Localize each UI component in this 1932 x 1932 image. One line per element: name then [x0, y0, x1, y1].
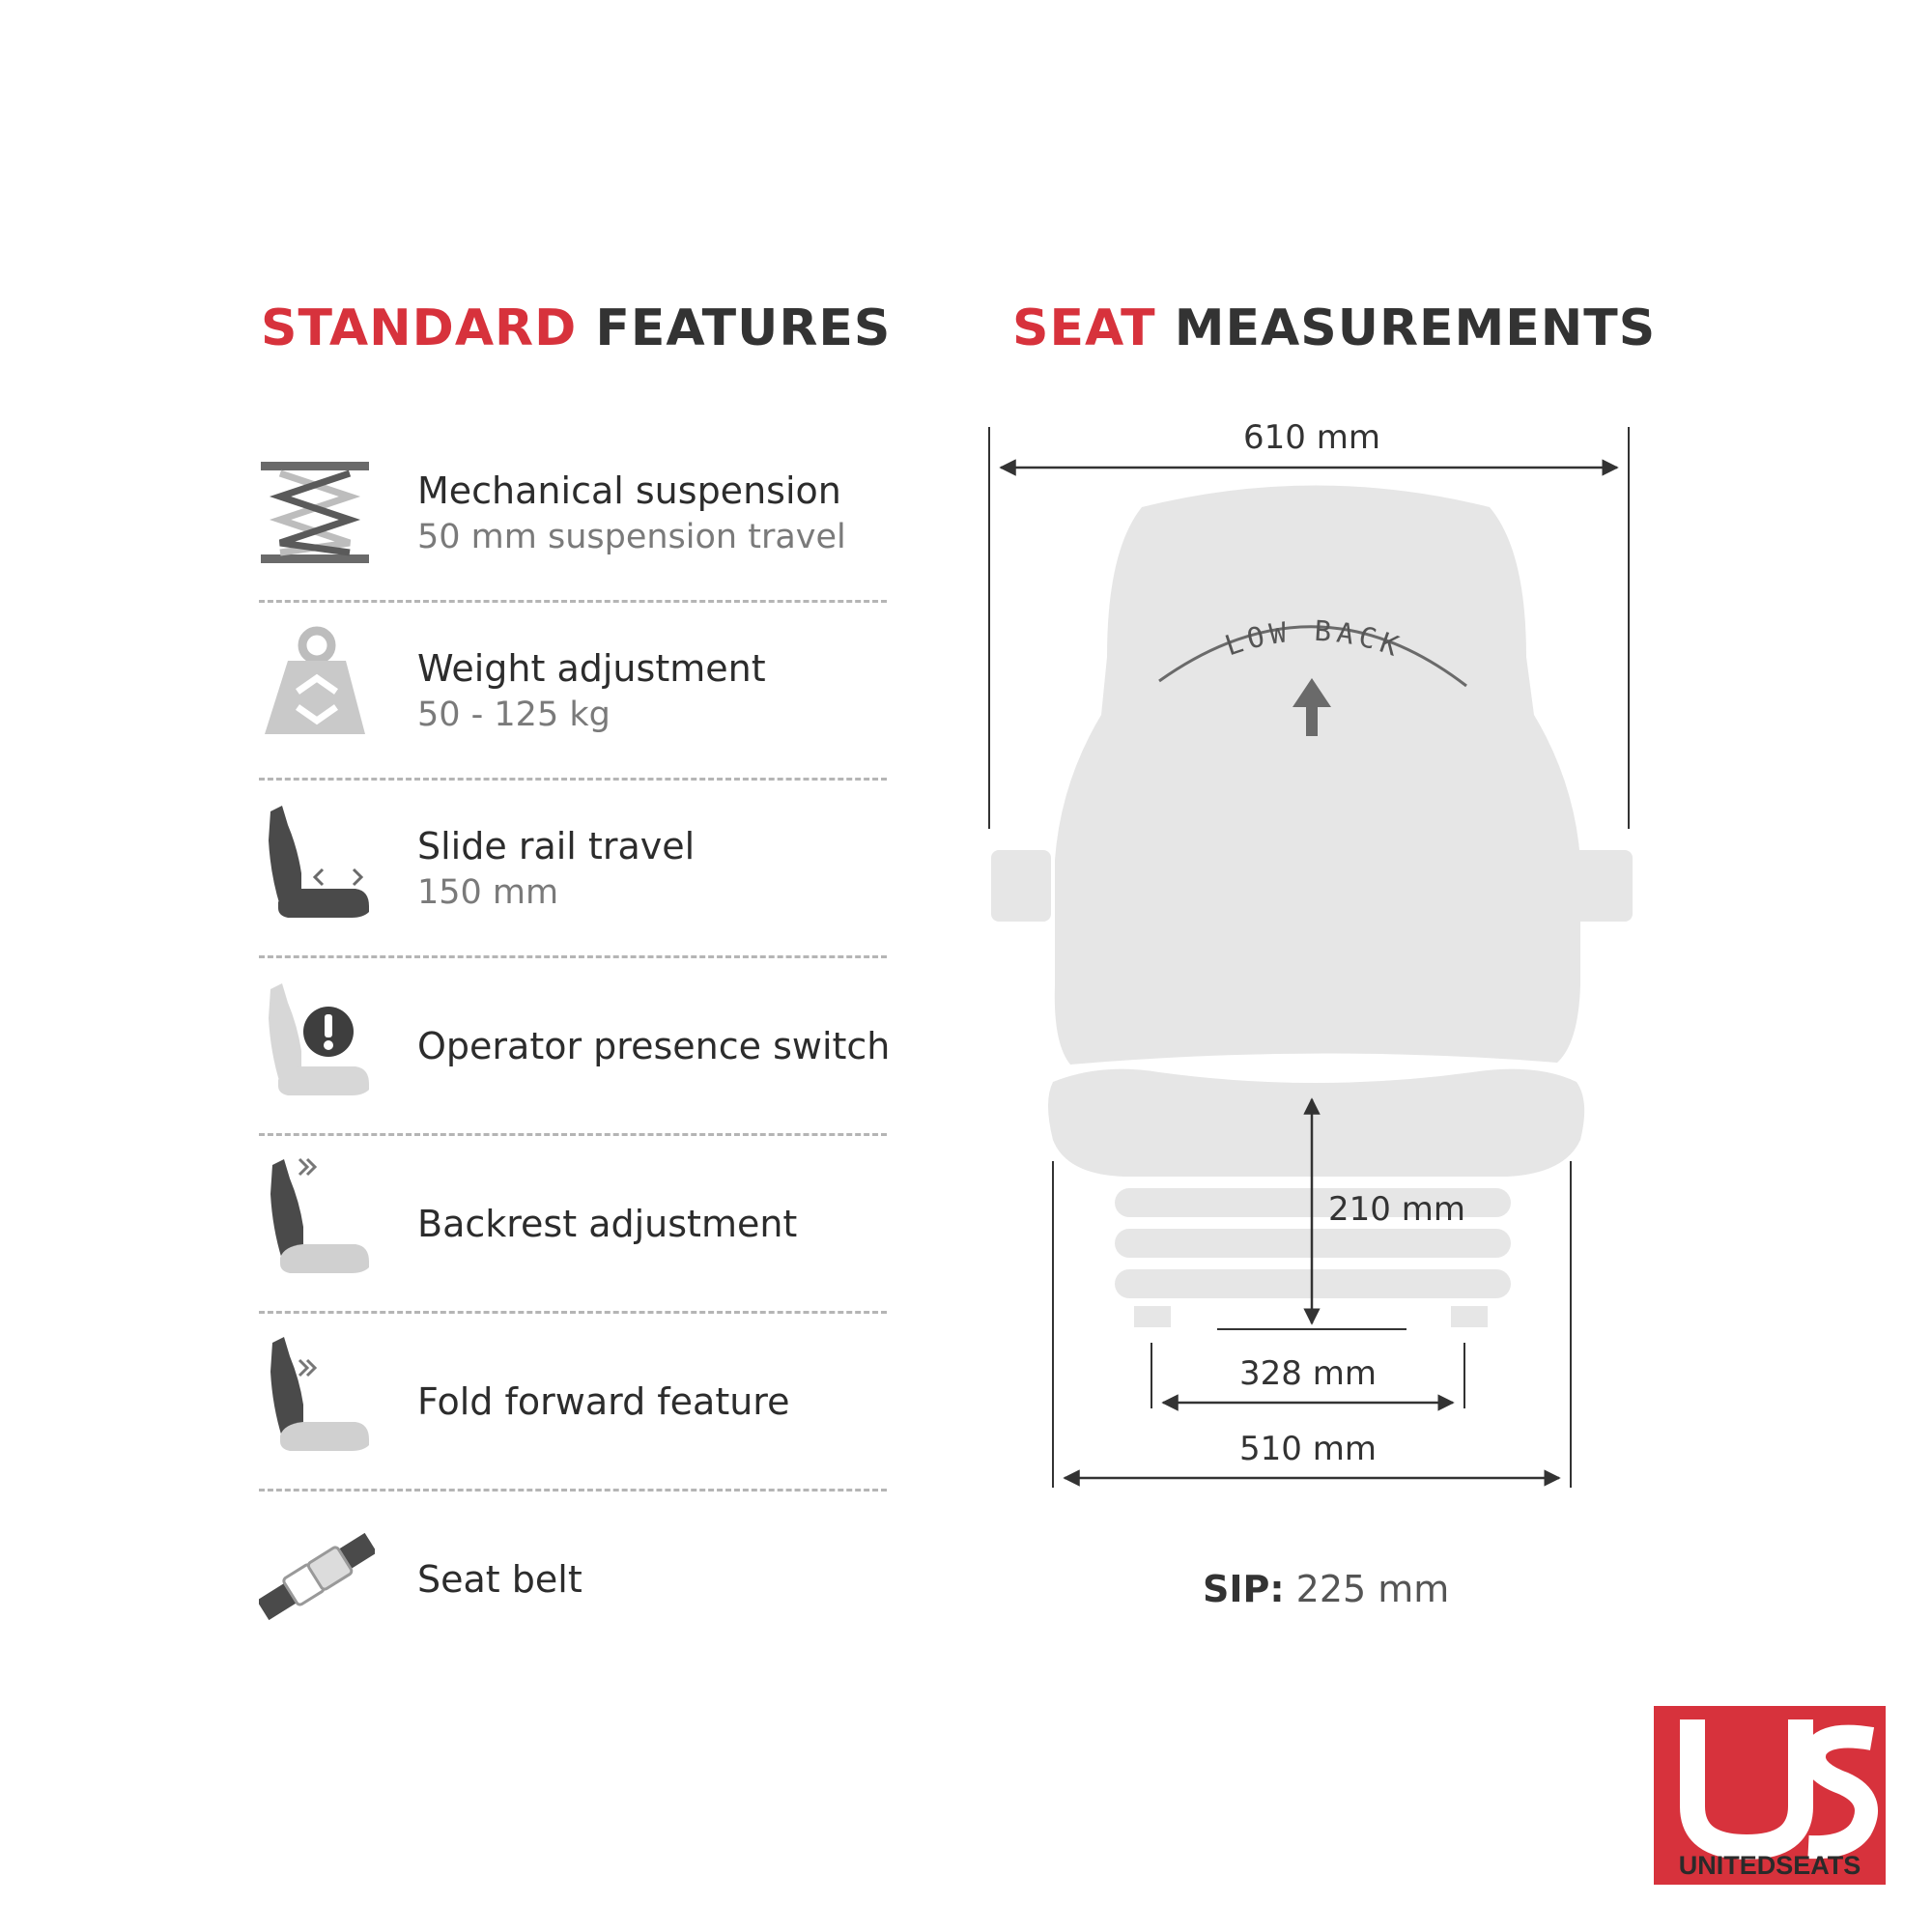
- feature-subtitle: 50 mm suspension travel: [417, 518, 846, 557]
- unitedseats-logo: [1654, 1706, 1886, 1885]
- feature-title: Weight adjustment: [417, 646, 766, 690]
- seat-diagram: [966, 406, 1662, 1594]
- feature-subtitle: 150 mm: [417, 873, 559, 913]
- heading-rest: MEASUREMENTS: [1174, 299, 1657, 357]
- sip-value: 225 mm: [1295, 1568, 1450, 1610]
- seat-belt-icon: [259, 1509, 375, 1634]
- weight-icon: [259, 620, 375, 746]
- left-bolster: [991, 850, 1051, 922]
- feature-subtitle: 50 - 125 kg: [417, 696, 611, 735]
- feature-title: Mechanical suspension: [417, 469, 841, 512]
- backrest: [1055, 486, 1580, 1065]
- svg-text:UNITEDSEATS: UNITEDSEATS: [1678, 1851, 1861, 1880]
- fold-forward-icon: [259, 1331, 375, 1457]
- feature-operator-presence-switch: [259, 958, 891, 1136]
- backrest-adjust-icon: [259, 1153, 375, 1279]
- feature-title: Operator presence switch: [417, 1025, 891, 1068]
- slide-rail-seat-icon: [259, 798, 375, 923]
- base-width-label: 328 mm: [1239, 1354, 1377, 1393]
- feature-mechanical-suspension: [259, 425, 887, 603]
- standard-features-heading: [261, 299, 891, 357]
- feature-seat-belt: [259, 1492, 887, 1669]
- scissor-suspension-icon: [259, 442, 375, 568]
- sip-label: SIP:: [1203, 1568, 1285, 1610]
- heading-accent: STANDARD: [261, 299, 578, 357]
- low-back-label: LOW BACK: [1220, 613, 1407, 665]
- feature-title: Seat belt: [417, 1558, 582, 1602]
- operator-presence-icon: [259, 976, 375, 1101]
- suspension-height-label: 210 mm: [1328, 1190, 1465, 1229]
- feature-list: [259, 425, 891, 1669]
- feature-title: Fold forward feature: [417, 1380, 790, 1424]
- feature-fold-forward: [259, 1314, 887, 1492]
- feature-title: Slide rail travel: [417, 824, 696, 867]
- heading-rest: FEATURES: [595, 299, 892, 357]
- heading-accent: SEAT: [1012, 299, 1156, 357]
- right-bolster: [1573, 850, 1633, 922]
- base-foot: [1451, 1306, 1488, 1327]
- feature-title: Backrest adjustment: [417, 1203, 798, 1246]
- feature-slide-rail-travel: [259, 781, 887, 958]
- cushion-width-label: 510 mm: [1239, 1430, 1377, 1468]
- seat-measurements-heading: [1012, 299, 1656, 357]
- feature-backrest-adjustment: [259, 1136, 887, 1314]
- top-width-label: 610 mm: [1243, 418, 1380, 457]
- base-foot: [1134, 1306, 1171, 1327]
- feature-weight-adjustment: [259, 603, 887, 781]
- seat-cushion: [1048, 1069, 1584, 1177]
- sip-measurement: [1203, 1568, 1449, 1610]
